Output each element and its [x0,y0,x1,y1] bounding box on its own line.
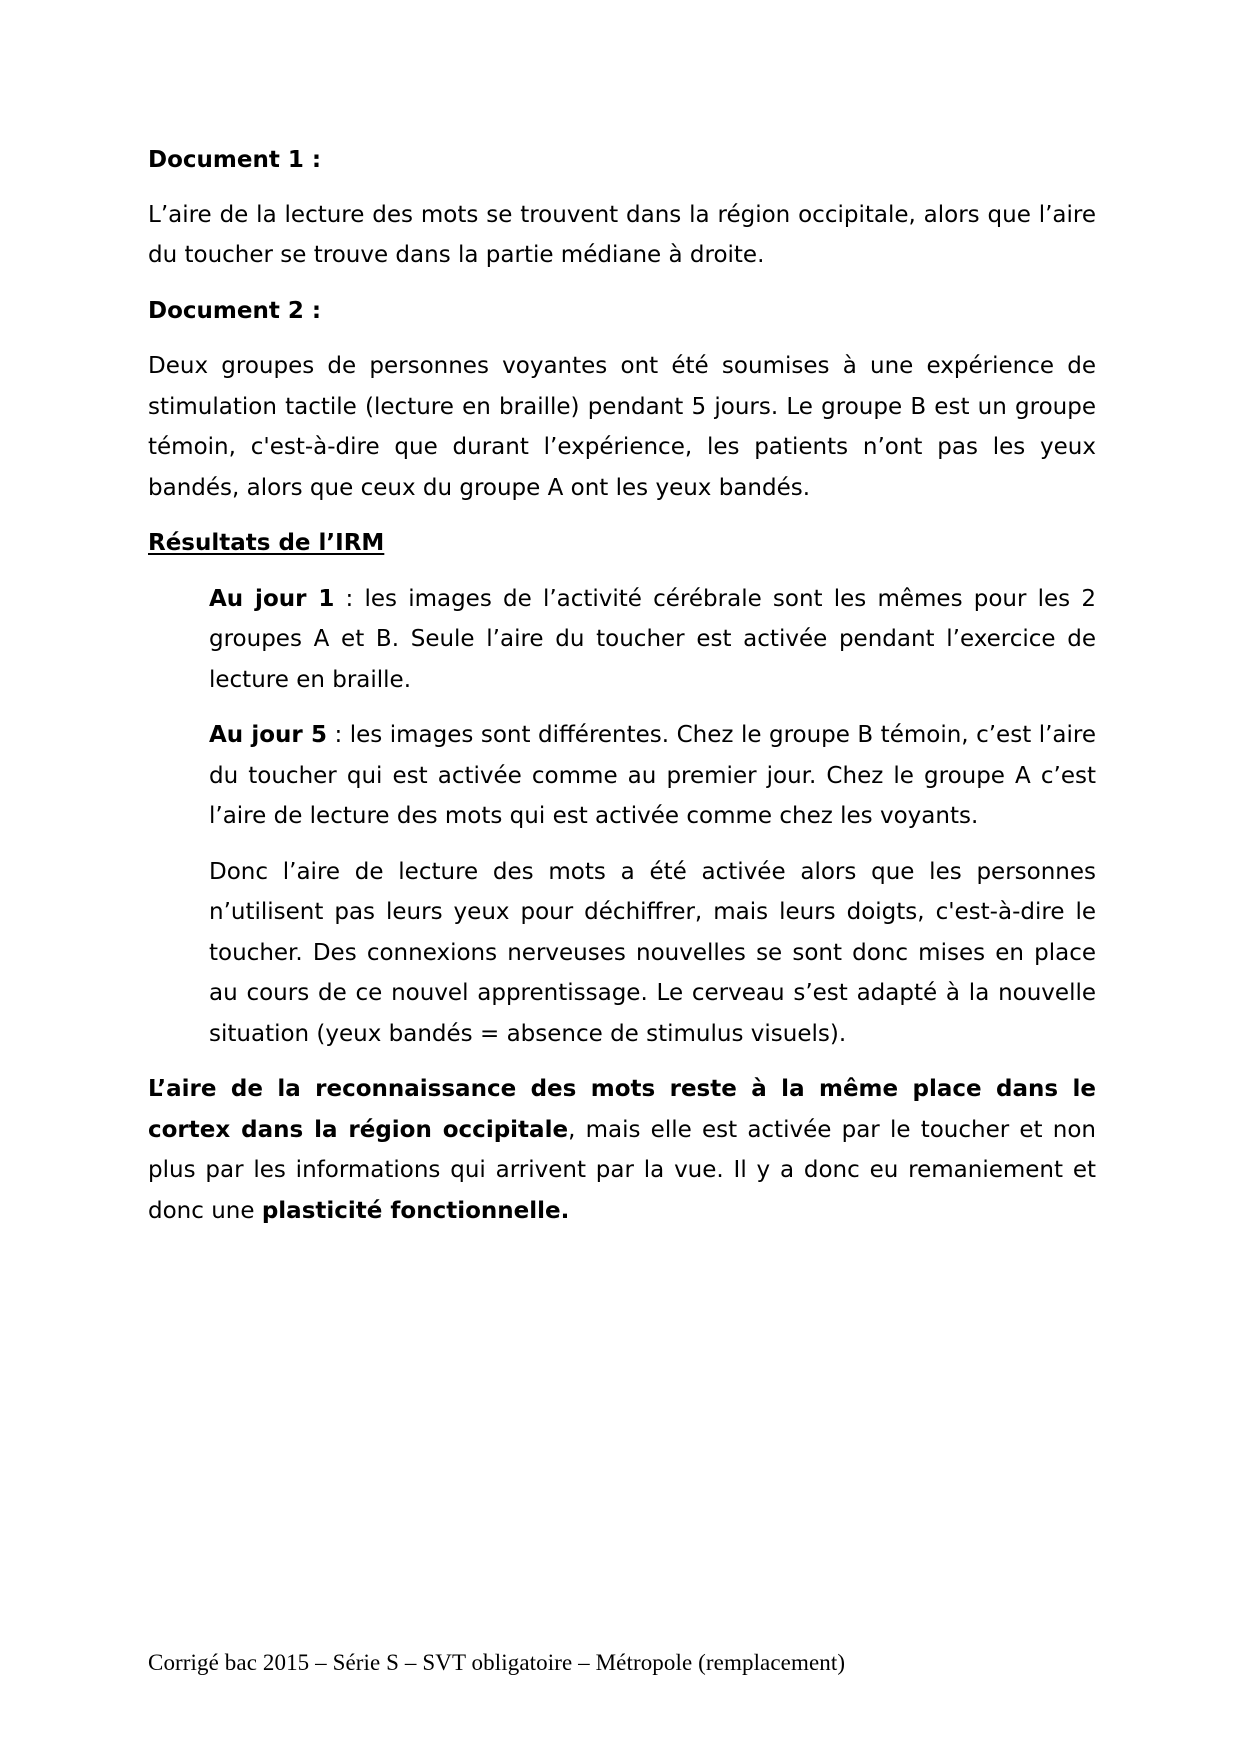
document-body [148,140,1096,1231]
day1-label: Au jour 1 [209,585,335,612]
document-2-heading: Document 2 : [148,297,322,324]
conclusion-paragraph: Donc l’aire de lecture des mots a été activée alors que les personnes n’utilisent pas leurs yeux pour déchiffrer, mais leurs doigts, c'est-à-dire le toucher. Des connexions nerveuses nouvelles se sont donc mises en place au cours de ce nouvel apprentissage. Le cerveau s’est adapté à la nouvelle situation (yeux bandés = absence de stimulus visuels). [209,858,1096,1047]
final-bold-start: L’aire de la reconnaissance des mots reste à la même place dans le cortex dans la région occipitale [148,1076,1096,1143]
document-1-text: L’aire de la lecture des mots se trouvent dans la région occipitale, alors que l’aire du toucher se trouve dans la partie médiane à droite. [148,201,1096,268]
document-2-text: Deux groupes de personnes voyantes ont été soumises à une expérience de stimulation tactile (lecture en braille) pendant 5 jours. Le groupe B est un groupe témoin, c'est-à-dire que durant l’expérience, les patients n’ont pas les yeux bandés, alors que ceux du groupe A ont les yeux bandés. [148,353,1096,501]
final-bold-end: plasticité fonctionnelle. [261,1197,570,1224]
page-footer: Corrigé bac 2015 – Série S – SVT obligatoire – Métropole (remplacement) [148,1650,846,1675]
day1-paragraph [148,579,1096,701]
day5-text: : les images sont différentes. Chez le groupe B témoin, c’est l’aire du toucher qui est activée comme au premier jour. Chez le groupe A c’est l’aire de lecture des mots qui est activée comme chez les voyants. [209,722,1096,829]
day5-paragraph [148,715,1096,837]
day1-text: : les images de l’activité cérébrale sont les mêmes pour les 2 groupes A et B. Seule l’aire du toucher est activée pendant l’exercice de lecture en braille. [209,585,1096,693]
document-1-heading: Document 1 : [148,147,322,173]
final-middle-text: , mais elle est activée par le toucher et non plus par les informations qui arrivent par la vue. Il y a donc eu remaniement et donc une [148,1116,1097,1224]
results-heading: Résultats de l’IRM [148,530,385,556]
day5-label: Au jour 5 [209,722,327,748]
final-paragraph [148,1069,1096,1231]
